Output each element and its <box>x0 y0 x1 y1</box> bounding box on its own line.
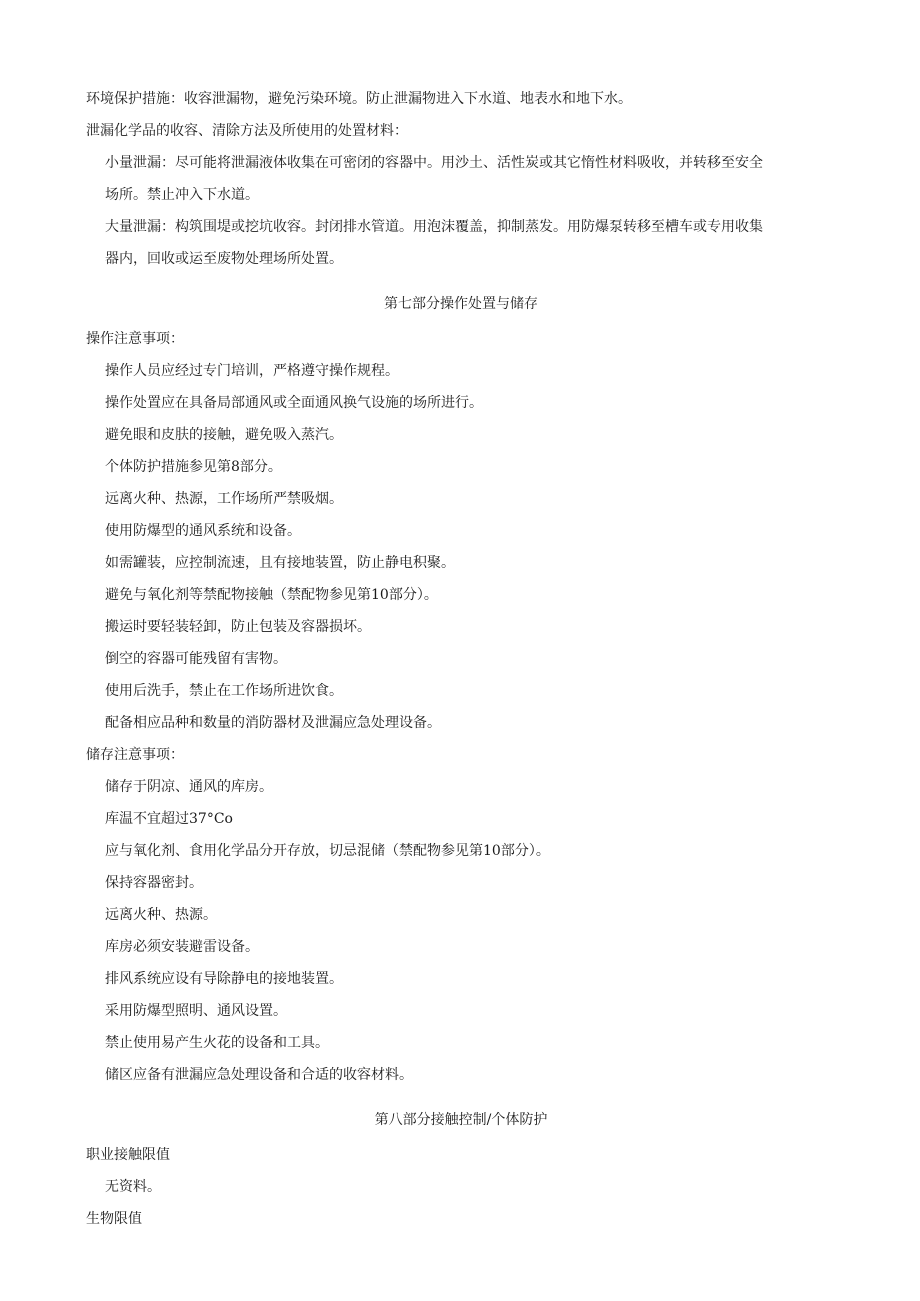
handling-item: 避免眼和皮肤的接触，避免吸入蒸汽。 <box>105 427 343 443</box>
handling-item: 使用防爆型的通风系统和设备。 <box>105 523 301 539</box>
storage-item: 应与氧化剂、食用化学品分开存放，切忌混储（禁配物参见第10部分）。 <box>105 843 550 859</box>
storage-item: 远离火种、热源。 <box>105 907 217 923</box>
occupational-exposure-limits-value: 无资料。 <box>105 1179 161 1195</box>
document-page <box>86 86 836 1238</box>
storage-item: 储区应备有泄漏应急处理设备和合适的收容材料。 <box>105 1067 413 1083</box>
storage-item: 排风系统应设有导除静电的接地装置。 <box>105 971 343 987</box>
handling-item: 如需罐装，应控制流速，且有接地装置，防止静电积聚。 <box>105 555 455 571</box>
section-7-title: 第七部分操作处置与储存 <box>384 296 538 312</box>
section-8-title: 第八部分接触控制/个体防护 <box>374 1112 548 1128</box>
spill-methods-heading: 泄漏化学品的收容、清除方法及所使用的处置材料： <box>86 123 408 139</box>
handling-item: 个体防护措施参见第8部分。 <box>105 459 282 475</box>
handling-item: 倒空的容器可能残留有害物。 <box>105 651 287 667</box>
handling-item: 远离火种、热源，工作场所严禁吸烟。 <box>105 491 343 507</box>
storage-item: 库房必须安装避雷设备。 <box>105 939 259 955</box>
storage-item: 储存于阴凉、通风的库房。 <box>105 779 273 795</box>
handling-heading: 操作注意事项： <box>86 331 184 347</box>
handling-item: 搬运时要轻装轻卸，防止包装及容器损坏。 <box>105 619 371 635</box>
handling-item: 操作处置应在具备局部通风或全面通风换气设施的场所进行。 <box>105 395 483 411</box>
occupational-exposure-limits-heading: 职业接触限值 <box>86 1147 170 1163</box>
handling-item: 避免与氧化剂等禁配物接触（禁配物参见第10部分）。 <box>105 587 438 603</box>
large-spill-line-2: 器内，回收或运至废物处理场所处置。 <box>105 251 343 267</box>
biological-limits-heading: 生物限值 <box>86 1211 142 1227</box>
storage-item: 采用防爆型照明、通风设置。 <box>105 1003 287 1019</box>
environment-measures: 环境保护措施：收容泄漏物，避免污染环境。防止泄漏物进入下水道、地表水和地下水。 <box>86 91 632 107</box>
storage-item: 保持容器密封。 <box>105 875 203 891</box>
small-spill-line-2: 场所。禁止冲入下水道。 <box>105 187 259 203</box>
storage-item: 禁止使用易产生火花的设备和工具。 <box>105 1035 329 1051</box>
handling-item: 操作人员应经过专门培训，严格遵守操作规程。 <box>105 363 399 379</box>
handling-item: 配备相应品种和数量的消防器材及泄漏应急处理设备。 <box>105 715 441 731</box>
storage-item: 库温不宜超过37°Co <box>105 811 233 827</box>
handling-item: 使用后洗手，禁止在工作场所进饮食。 <box>105 683 343 699</box>
large-spill-line-1: 大量泄漏：构筑围堤或挖坑收容。封闭排水管道。用泡沫覆盖，抑制蒸发。用防爆泵转移至槽车或专用收集 <box>105 219 763 235</box>
small-spill-line-1: 小量泄漏：尽可能将泄漏液体收集在可密闭的容器中。用沙土、活性炭或其它惰性材料吸收，并转移至安全 <box>105 155 763 171</box>
storage-heading: 储存注意事项： <box>86 747 184 763</box>
